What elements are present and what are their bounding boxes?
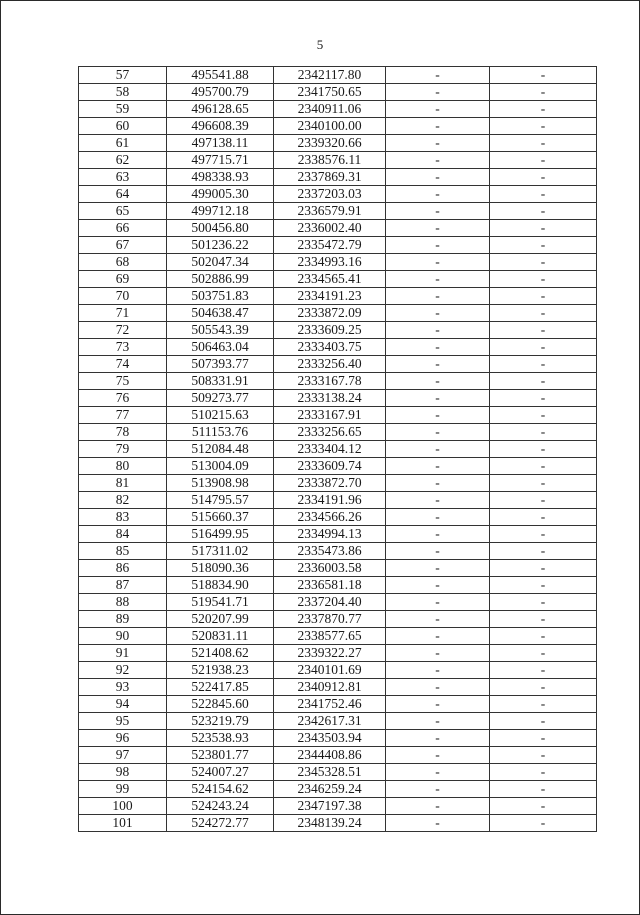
x-coordinate-cell: 511153.76: [167, 424, 274, 441]
table-row: [79, 458, 597, 475]
column-4-cell: -: [386, 679, 490, 696]
table-row: [79, 220, 597, 237]
page-number: 5: [316, 37, 324, 52]
table-row: [79, 118, 597, 135]
column-5-cell: -: [490, 611, 597, 628]
column-4-cell: -: [386, 696, 490, 713]
column-4-cell: -: [386, 135, 490, 152]
point-number-cell: 90: [79, 628, 167, 645]
column-5-cell: -: [490, 781, 597, 798]
table-row: [79, 305, 597, 322]
point-number-cell: 99: [79, 781, 167, 798]
y-coordinate-cell: 2340912.81: [274, 679, 386, 696]
column-5-cell: -: [490, 628, 597, 645]
x-coordinate-cell: 522417.85: [167, 679, 274, 696]
column-5-cell: -: [490, 84, 597, 101]
table-row: [79, 713, 597, 730]
column-5-cell: -: [490, 237, 597, 254]
point-number-cell: 63: [79, 169, 167, 186]
table-row: [79, 254, 597, 271]
point-number-cell: 75: [79, 373, 167, 390]
x-coordinate-cell: 497138.11: [167, 135, 274, 152]
y-coordinate-cell: 2343503.94: [274, 730, 386, 747]
y-coordinate-cell: 2333167.78: [274, 373, 386, 390]
column-4-cell: -: [386, 390, 490, 407]
column-4-cell: -: [386, 169, 490, 186]
y-coordinate-cell: 2342617.31: [274, 713, 386, 730]
point-number-cell: 86: [79, 560, 167, 577]
column-4-cell: -: [386, 560, 490, 577]
point-number-cell: 73: [79, 339, 167, 356]
column-4-cell: -: [386, 118, 490, 135]
column-5-cell: -: [490, 747, 597, 764]
column-4-cell: -: [386, 237, 490, 254]
column-4-cell: -: [386, 152, 490, 169]
x-coordinate-cell: 524272.77: [167, 815, 274, 832]
column-5-cell: -: [490, 458, 597, 475]
x-coordinate-cell: 499005.30: [167, 186, 274, 203]
x-coordinate-cell: 495541.88: [167, 67, 274, 84]
table-row: [79, 339, 597, 356]
y-coordinate-cell: 2336579.91: [274, 203, 386, 220]
x-coordinate-cell: 524243.24: [167, 798, 274, 815]
y-coordinate-cell: 2334191.23: [274, 288, 386, 305]
column-4-cell: -: [386, 662, 490, 679]
table-row: [79, 781, 597, 798]
x-coordinate-cell: 504638.47: [167, 305, 274, 322]
y-coordinate-cell: 2341750.65: [274, 84, 386, 101]
table-row: [79, 67, 597, 84]
table-row: [79, 628, 597, 645]
y-coordinate-cell: 2337204.40: [274, 594, 386, 611]
x-coordinate-cell: 513908.98: [167, 475, 274, 492]
x-coordinate-cell: 497715.71: [167, 152, 274, 169]
column-4-cell: -: [386, 764, 490, 781]
column-5-cell: -: [490, 390, 597, 407]
column-4-cell: -: [386, 594, 490, 611]
table-row: [79, 730, 597, 747]
y-coordinate-cell: 2335472.79: [274, 237, 386, 254]
x-coordinate-cell: 523538.93: [167, 730, 274, 747]
y-coordinate-cell: 2336002.40: [274, 220, 386, 237]
y-coordinate-cell: 2347197.38: [274, 798, 386, 815]
point-number-cell: 62: [79, 152, 167, 169]
column-4-cell: -: [386, 798, 490, 815]
y-coordinate-cell: 2336003.58: [274, 560, 386, 577]
table-row: [79, 203, 597, 220]
table-row: [79, 322, 597, 339]
x-coordinate-cell: 509273.77: [167, 390, 274, 407]
column-4-cell: -: [386, 271, 490, 288]
column-5-cell: -: [490, 441, 597, 458]
column-5-cell: -: [490, 662, 597, 679]
x-coordinate-cell: 522845.60: [167, 696, 274, 713]
column-5-cell: -: [490, 543, 597, 560]
column-5-cell: -: [490, 577, 597, 594]
column-5-cell: -: [490, 679, 597, 696]
table-row: [79, 84, 597, 101]
table-row: [79, 662, 597, 679]
column-4-cell: -: [386, 713, 490, 730]
table-row: [79, 611, 597, 628]
column-5-cell: -: [490, 254, 597, 271]
table-row: [79, 101, 597, 118]
column-5-cell: -: [490, 339, 597, 356]
x-coordinate-cell: 507393.77: [167, 356, 274, 373]
x-coordinate-cell: 510215.63: [167, 407, 274, 424]
point-number-cell: 98: [79, 764, 167, 781]
table-row: [79, 509, 597, 526]
table-row: [79, 152, 597, 169]
point-number-cell: 87: [79, 577, 167, 594]
column-4-cell: -: [386, 373, 490, 390]
x-coordinate-cell: 499712.18: [167, 203, 274, 220]
column-5-cell: -: [490, 135, 597, 152]
column-4-cell: -: [386, 356, 490, 373]
table-row: [79, 390, 597, 407]
x-coordinate-cell: 500456.80: [167, 220, 274, 237]
coordinates-table-body: [79, 67, 597, 832]
y-coordinate-cell: 2333872.09: [274, 305, 386, 322]
y-coordinate-cell: 2335473.86: [274, 543, 386, 560]
x-coordinate-cell: 496608.39: [167, 118, 274, 135]
column-5-cell: -: [490, 220, 597, 237]
y-coordinate-cell: 2346259.24: [274, 781, 386, 798]
x-coordinate-cell: 508331.91: [167, 373, 274, 390]
point-number-cell: 100: [79, 798, 167, 815]
column-5-cell: -: [490, 305, 597, 322]
point-number-cell: 66: [79, 220, 167, 237]
y-coordinate-cell: 2340911.06: [274, 101, 386, 118]
y-coordinate-cell: 2337203.03: [274, 186, 386, 203]
point-number-cell: 68: [79, 254, 167, 271]
column-5-cell: -: [490, 67, 597, 84]
table-row: [79, 594, 597, 611]
point-number-cell: 89: [79, 611, 167, 628]
column-5-cell: -: [490, 424, 597, 441]
column-5-cell: -: [490, 152, 597, 169]
column-5-cell: -: [490, 713, 597, 730]
y-coordinate-cell: 2340100.00: [274, 118, 386, 135]
x-coordinate-cell: 506463.04: [167, 339, 274, 356]
y-coordinate-cell: 2334994.13: [274, 526, 386, 543]
y-coordinate-cell: 2339320.66: [274, 135, 386, 152]
column-5-cell: -: [490, 356, 597, 373]
column-5-cell: -: [490, 645, 597, 662]
column-5-cell: -: [490, 101, 597, 118]
point-number-cell: 72: [79, 322, 167, 339]
column-5-cell: -: [490, 271, 597, 288]
column-5-cell: -: [490, 509, 597, 526]
point-number-cell: 60: [79, 118, 167, 135]
point-number-cell: 88: [79, 594, 167, 611]
point-number-cell: 58: [79, 84, 167, 101]
table-row: [79, 169, 597, 186]
x-coordinate-cell: 521408.62: [167, 645, 274, 662]
column-4-cell: -: [386, 509, 490, 526]
x-coordinate-cell: 518834.90: [167, 577, 274, 594]
point-number-cell: 67: [79, 237, 167, 254]
x-coordinate-cell: 514795.57: [167, 492, 274, 509]
x-coordinate-cell: 524007.27: [167, 764, 274, 781]
y-coordinate-cell: 2337870.77: [274, 611, 386, 628]
column-5-cell: -: [490, 730, 597, 747]
point-number-cell: 64: [79, 186, 167, 203]
y-coordinate-cell: 2333256.65: [274, 424, 386, 441]
point-number-cell: 93: [79, 679, 167, 696]
column-5-cell: -: [490, 526, 597, 543]
column-4-cell: -: [386, 407, 490, 424]
x-coordinate-cell: 519541.71: [167, 594, 274, 611]
coordinates-table: [78, 66, 597, 832]
table-row: [79, 798, 597, 815]
y-coordinate-cell: 2338576.11: [274, 152, 386, 169]
column-5-cell: -: [490, 407, 597, 424]
x-coordinate-cell: 505543.39: [167, 322, 274, 339]
point-number-cell: 83: [79, 509, 167, 526]
column-5-cell: -: [490, 288, 597, 305]
x-coordinate-cell: 523219.79: [167, 713, 274, 730]
y-coordinate-cell: 2338577.65: [274, 628, 386, 645]
table-row: [79, 135, 597, 152]
column-5-cell: -: [490, 169, 597, 186]
y-coordinate-cell: 2344408.86: [274, 747, 386, 764]
point-number-cell: 85: [79, 543, 167, 560]
point-number-cell: 76: [79, 390, 167, 407]
x-coordinate-cell: 521938.23: [167, 662, 274, 679]
point-number-cell: 92: [79, 662, 167, 679]
x-coordinate-cell: 502047.34: [167, 254, 274, 271]
column-5-cell: -: [490, 475, 597, 492]
column-4-cell: -: [386, 288, 490, 305]
column-4-cell: -: [386, 475, 490, 492]
column-4-cell: -: [386, 492, 490, 509]
y-coordinate-cell: 2333167.91: [274, 407, 386, 424]
column-5-cell: -: [490, 815, 597, 832]
column-4-cell: -: [386, 577, 490, 594]
column-5-cell: -: [490, 118, 597, 135]
table-row: [79, 475, 597, 492]
table-row: [79, 237, 597, 254]
column-4-cell: -: [386, 322, 490, 339]
column-4-cell: -: [386, 186, 490, 203]
column-5-cell: -: [490, 560, 597, 577]
point-number-cell: 74: [79, 356, 167, 373]
column-5-cell: -: [490, 798, 597, 815]
column-4-cell: -: [386, 339, 490, 356]
point-number-cell: 97: [79, 747, 167, 764]
point-number-cell: 79: [79, 441, 167, 458]
point-number-cell: 71: [79, 305, 167, 322]
table-row: [79, 424, 597, 441]
table-row: [79, 271, 597, 288]
x-coordinate-cell: 513004.09: [167, 458, 274, 475]
x-coordinate-cell: 515660.37: [167, 509, 274, 526]
point-number-cell: 94: [79, 696, 167, 713]
table-row: [79, 543, 597, 560]
column-4-cell: -: [386, 84, 490, 101]
point-number-cell: 70: [79, 288, 167, 305]
column-4-cell: -: [386, 730, 490, 747]
table-row: [79, 679, 597, 696]
y-coordinate-cell: 2333404.12: [274, 441, 386, 458]
point-number-cell: 84: [79, 526, 167, 543]
table-row: [79, 764, 597, 781]
point-number-cell: 101: [79, 815, 167, 832]
table-row: [79, 441, 597, 458]
y-coordinate-cell: 2334565.41: [274, 271, 386, 288]
y-coordinate-cell: 2333256.40: [274, 356, 386, 373]
x-coordinate-cell: 503751.83: [167, 288, 274, 305]
table-row: [79, 645, 597, 662]
x-coordinate-cell: 512084.48: [167, 441, 274, 458]
y-coordinate-cell: 2348139.24: [274, 815, 386, 832]
table-row: [79, 747, 597, 764]
table-row: [79, 577, 597, 594]
y-coordinate-cell: 2339322.27: [274, 645, 386, 662]
x-coordinate-cell: 524154.62: [167, 781, 274, 798]
column-4-cell: -: [386, 101, 490, 118]
point-number-cell: 65: [79, 203, 167, 220]
column-4-cell: -: [386, 67, 490, 84]
point-number-cell: 91: [79, 645, 167, 662]
point-number-cell: 59: [79, 101, 167, 118]
table-row: [79, 288, 597, 305]
y-coordinate-cell: 2337869.31: [274, 169, 386, 186]
y-coordinate-cell: 2333403.75: [274, 339, 386, 356]
y-coordinate-cell: 2334566.26: [274, 509, 386, 526]
column-5-cell: -: [490, 492, 597, 509]
x-coordinate-cell: 518090.36: [167, 560, 274, 577]
column-4-cell: -: [386, 781, 490, 798]
point-number-cell: 77: [79, 407, 167, 424]
x-coordinate-cell: 516499.95: [167, 526, 274, 543]
x-coordinate-cell: 496128.65: [167, 101, 274, 118]
column-4-cell: -: [386, 645, 490, 662]
x-coordinate-cell: 501236.22: [167, 237, 274, 254]
column-4-cell: -: [386, 220, 490, 237]
table-row: [79, 373, 597, 390]
table-row: [79, 356, 597, 373]
column-5-cell: -: [490, 594, 597, 611]
y-coordinate-cell: 2334993.16: [274, 254, 386, 271]
point-number-cell: 81: [79, 475, 167, 492]
column-4-cell: -: [386, 203, 490, 220]
column-5-cell: -: [490, 186, 597, 203]
x-coordinate-cell: 520831.11: [167, 628, 274, 645]
y-coordinate-cell: 2333138.24: [274, 390, 386, 407]
y-coordinate-cell: 2342117.80: [274, 67, 386, 84]
x-coordinate-cell: 498338.93: [167, 169, 274, 186]
column-4-cell: -: [386, 611, 490, 628]
table-row: [79, 492, 597, 509]
column-5-cell: -: [490, 322, 597, 339]
table-row: [79, 186, 597, 203]
table-row: [79, 407, 597, 424]
column-5-cell: -: [490, 373, 597, 390]
column-4-cell: -: [386, 441, 490, 458]
y-coordinate-cell: 2333872.70: [274, 475, 386, 492]
y-coordinate-cell: 2341752.46: [274, 696, 386, 713]
point-number-cell: 82: [79, 492, 167, 509]
x-coordinate-cell: 502886.99: [167, 271, 274, 288]
point-number-cell: 80: [79, 458, 167, 475]
column-5-cell: -: [490, 696, 597, 713]
x-coordinate-cell: 495700.79: [167, 84, 274, 101]
column-4-cell: -: [386, 254, 490, 271]
column-4-cell: -: [386, 747, 490, 764]
point-number-cell: 69: [79, 271, 167, 288]
column-5-cell: -: [490, 764, 597, 781]
point-number-cell: 95: [79, 713, 167, 730]
column-4-cell: -: [386, 305, 490, 322]
column-4-cell: -: [386, 458, 490, 475]
column-4-cell: -: [386, 543, 490, 560]
table-row: [79, 696, 597, 713]
y-coordinate-cell: 2334191.96: [274, 492, 386, 509]
table-row: [79, 526, 597, 543]
point-number-cell: 78: [79, 424, 167, 441]
point-number-cell: 96: [79, 730, 167, 747]
table-row: [79, 815, 597, 832]
y-coordinate-cell: 2345328.51: [274, 764, 386, 781]
column-4-cell: -: [386, 424, 490, 441]
point-number-cell: 57: [79, 67, 167, 84]
column-4-cell: -: [386, 815, 490, 832]
table-row: [79, 560, 597, 577]
column-5-cell: -: [490, 203, 597, 220]
y-coordinate-cell: 2333609.74: [274, 458, 386, 475]
column-4-cell: -: [386, 628, 490, 645]
x-coordinate-cell: 523801.77: [167, 747, 274, 764]
y-coordinate-cell: 2336581.18: [274, 577, 386, 594]
x-coordinate-cell: 517311.02: [167, 543, 274, 560]
x-coordinate-cell: 520207.99: [167, 611, 274, 628]
column-4-cell: -: [386, 526, 490, 543]
y-coordinate-cell: 2340101.69: [274, 662, 386, 679]
y-coordinate-cell: 2333609.25: [274, 322, 386, 339]
point-number-cell: 61: [79, 135, 167, 152]
